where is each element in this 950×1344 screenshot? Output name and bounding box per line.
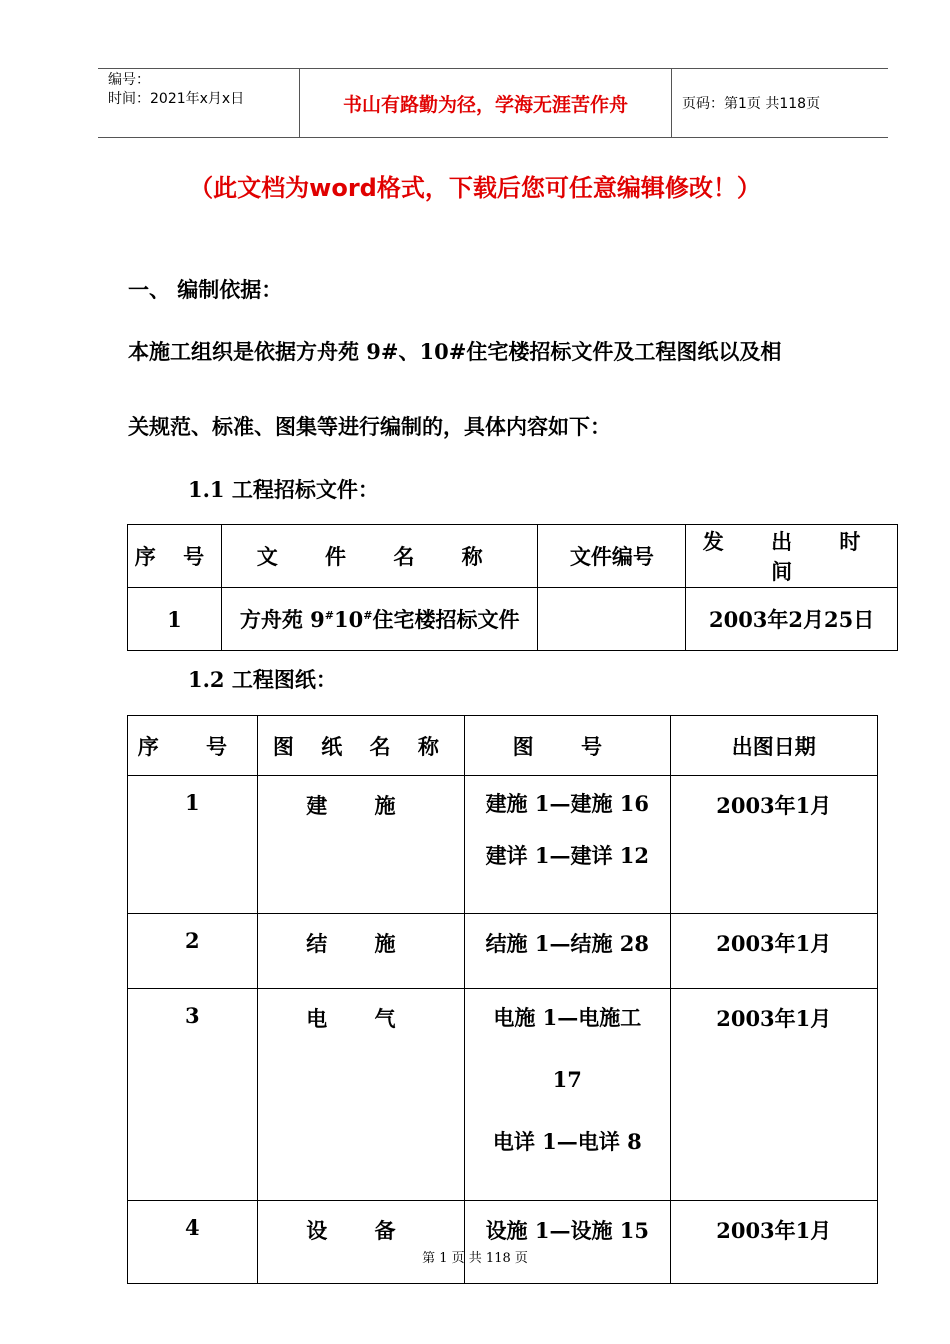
subsection-heading-drawings: 1.2 工程图纸： — [188, 667, 337, 692]
drawing-date: 2003年1月 — [670, 776, 878, 914]
table-header-row — [128, 525, 898, 588]
header-meta — [98, 69, 300, 137]
drawing-code: 电详 1—电详 8 — [492, 1129, 642, 1154]
drawing-name: 建 施 — [257, 776, 464, 914]
subsection-heading-tender: 1.1 工程招标文件： — [188, 477, 379, 502]
table-row — [128, 1201, 878, 1284]
section-paragraph-line-1: 本施工组织是依据方舟苑 9#、10#住宅楼招标文件及工程图纸以及相 — [128, 339, 782, 364]
drawing-codes — [465, 989, 670, 1201]
drawing-code: 17 — [552, 1067, 582, 1092]
header-page-info: 页码：第1页 共118页 — [682, 96, 821, 112]
row-number: 1 — [128, 776, 258, 914]
document-name: 方舟苑 9#10#住宅楼招标文件 — [221, 588, 538, 651]
row-number: 1 — [128, 588, 222, 651]
row-number: 2 — [128, 914, 258, 989]
drawing-name: 设 备 — [257, 1201, 464, 1284]
page-footer: 第 1 页 共 118 页 — [422, 1251, 528, 1266]
drawing-name: 结 施 — [257, 914, 464, 989]
drawing-code: 建施 1—建施 16 — [485, 791, 650, 816]
column-header: 序 号 — [128, 525, 222, 588]
drawing-code: 电施 1—电施工 — [493, 1005, 642, 1030]
drawing-code: 结施 1—结施 28 — [465, 914, 670, 989]
section-paragraph-line-2: 关规范、标准、图集等进行编制的，具体内容如下： — [128, 414, 611, 439]
row-number: 3 — [128, 989, 258, 1201]
column-header: 图 号 — [465, 716, 670, 776]
table-row — [128, 776, 878, 914]
table-row — [128, 914, 878, 989]
column-header: 图 纸 名 称 — [257, 716, 464, 776]
drawing-codes — [465, 776, 670, 914]
column-header: 出图日期 — [670, 716, 878, 776]
drawing-date: 2003年1月 — [670, 914, 878, 989]
edit-notice: （此文档为word格式，下载后您可任意编辑修改！） — [189, 174, 761, 202]
column-header: 发 出 时 间 — [686, 525, 898, 588]
column-header: 文件编号 — [538, 525, 686, 588]
column-header: 文 件 名 称 — [221, 525, 538, 588]
drawing-date: 2003年1月 — [670, 989, 878, 1201]
document-code — [538, 588, 686, 651]
drawing-name: 电 气 — [257, 989, 464, 1201]
drawing-date: 2003年1月 — [670, 1201, 878, 1284]
serial-label: 编号： — [108, 72, 150, 88]
drawings-table — [127, 715, 878, 1284]
table-row — [128, 989, 878, 1201]
column-header: 序 号 — [128, 716, 258, 776]
tender-documents-table — [127, 524, 898, 651]
page-header — [98, 68, 888, 138]
drawing-code: 建详 1—建详 12 — [485, 843, 650, 868]
section-heading: 一、 编制依据： — [128, 277, 283, 302]
header-motto: 书山有路勤为径，学海无涯苦作舟 — [300, 69, 672, 137]
table-row — [128, 588, 898, 651]
drawing-code: 设施 1—设施 15 — [465, 1201, 670, 1284]
time-label: 时间：2021年x月x日 — [108, 91, 245, 107]
table-header-row — [128, 716, 878, 776]
issue-date: 2003年2月25日 — [686, 588, 898, 651]
row-number: 4 — [128, 1201, 258, 1284]
